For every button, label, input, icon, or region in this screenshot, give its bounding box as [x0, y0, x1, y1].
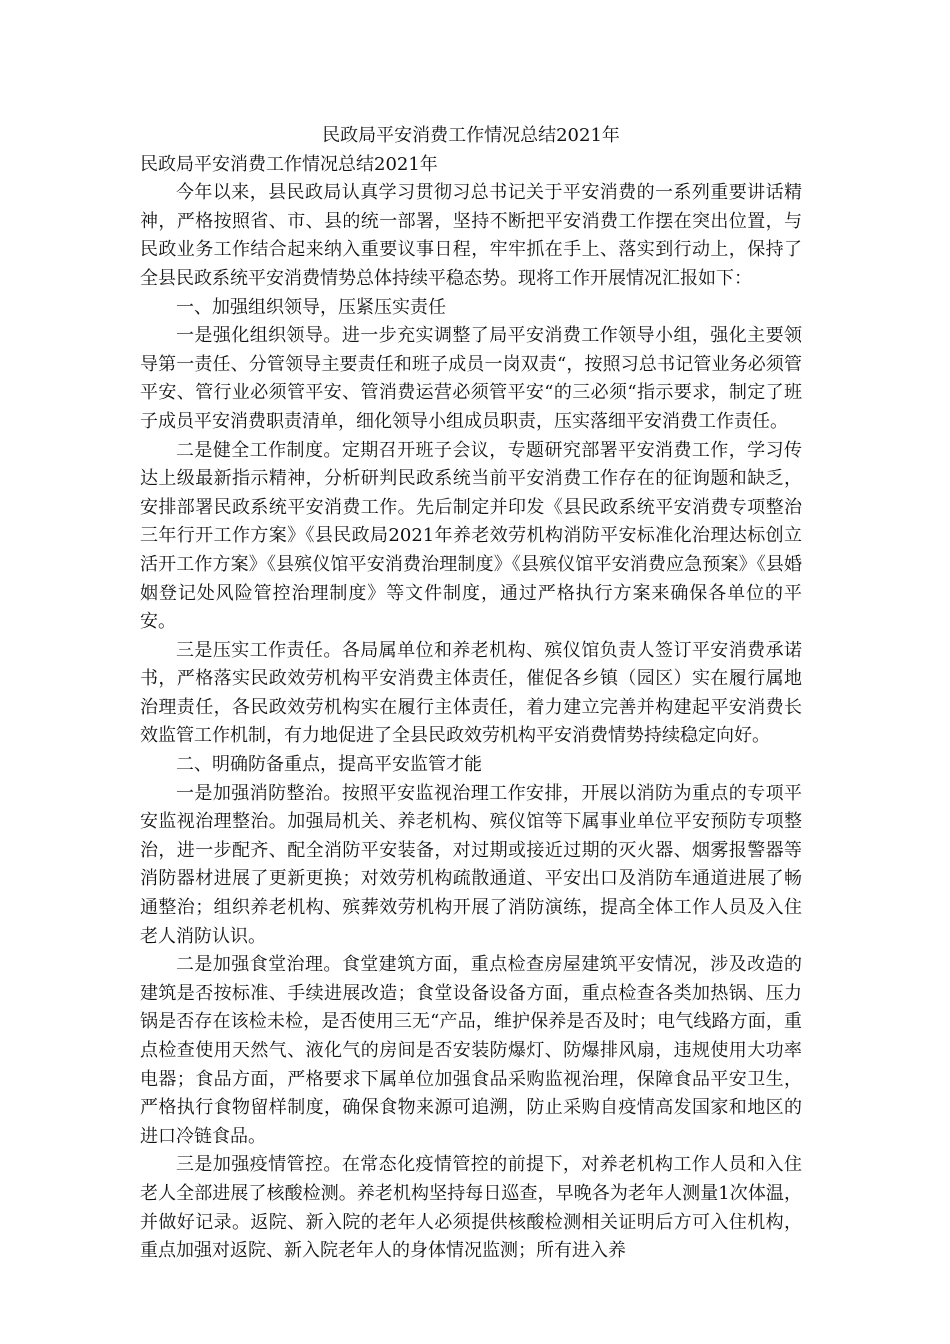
paragraph-intro: 今年以来，县民政局认真学习贯彻习总书记关于平安消费的一系列重要讲话精神，严格按照省、市、县的统一部署，坚持不断把平安消费工作摆在突出位置，与民政业务工作结合起来纳入重要议事日程，牢牢抓在手上、落实到行动上，保持了全县民政系统平安消费情势总体持续平稳态势。现将工作开展情况汇报如下：	[140, 182, 802, 289]
paragraph-fire-safety: 一是加强消防整治。按照平安监视治理工作安排，开展以消防为重点的专项平安监视治理整治。加强局机关、养老机构、殡仪馆等下属事业单位平安预防专项整治，进一步配齐、配全消防平安装备，对过期或接近过期的灭火器、烟雾报警器等消防器材进展了更新更换；对效劳机构疏散通道、平安出口及消防车通道进展了畅通整治；组织养老机构、殡葬效劳机构开展了消防演练，提高全体工作人员及入住老人消防认识。	[140, 782, 802, 947]
section-heading-1: 一、加强组织领导，压紧压实责任	[176, 296, 446, 318]
paragraph-system: 二是健全工作制度。定期召开班子会议，专题研究部署平安消费工作，学习传达上级最新指示精神，分析研判民政系统当前平安消费工作存在的征询题和缺乏，安排部署民政系统平安消费工作。先后制定并印发《县民政系统平安消费专项整治三年行开工作方案》《县民政局2021年养老效劳机构消防平安标准化治理达标创立活开工作方案》《县殡仪馆平安消费治理制度》《县殡仪馆平安消费应急预案》《县婚姻登记处风险管控治理制度》等文件制度，通过严格执行方案来确保各单位的平安。	[140, 439, 802, 633]
paragraph-responsibility: 三是压实工作责任。各局属单位和养老机构、殡仪馆负责人签订平安消费承诺书，严格落实民政效劳机构平安消费主体责任，催促各乡镇（园区）实在履行属地治理责任，各民政效劳机构实在履行主体责任，着力建立完善并构建起平安消费长效监管工作机制，有力地促进了全县民政效劳机构平安消费情势持续稳定向好。	[140, 639, 802, 747]
document-title: 民政局平安消费工作情况总结2021年	[322, 125, 620, 146]
section-heading-2: 二、明确防备重点，提高平安监管才能	[176, 754, 482, 776]
document-subtitle: 民政局平安消费工作情况总结2021年	[140, 153, 438, 175]
document-body	[140, 122, 802, 1266]
paragraph-epidemic: 三是加强疫情管控。在常态化疫情管控的前提下，对养老机构工作人员和入住老人全部进展了核酸检测。养老机构坚持每日巡查，早晚各为老年人测量1次体温，并做好记录。返院、新入院的老年人必须提供核酸检测相关证明后方可入住机构，重点加强对返院、新入院老年人的身体情况监测；所有进入养	[140, 1154, 802, 1262]
paragraph-canteen: 二是加强食堂治理。食堂建筑方面，重点检查房屋建筑平安情况，涉及改造的建筑是否按标准、手续进展改造；食堂设备设备方面，重点检查各类加热锅、压力锅是否存在该检未检，是否使用三无“产品，维护保养是否及时；电气线路方面，重点检查使用天然气、液化气的房间是否安装防爆灯、防爆排风扇，违规使用大功率电器；食品方面，严格要求下属单位加强食品采购监视治理，保障食品平安卫生，严格执行食物留样制度，确保食物来源可追溯，防止采购自疫情高发国家和地区的进口冷链食品。	[140, 954, 802, 1147]
paragraph-organization: 一是强化组织领导。进一步充实调整了局平安消费工作领导小组，强化主要领导第一责任、分管领导主要责任和班子成员一岗双责“，按照习总书记管业务必须管平安、管行业必须管平安、管消费运营必须管平安“的三必须“指示要求，制定了班子成员平安消费职责清单，细化领导小组成员职责，压实落细平安消费工作责任。	[140, 325, 802, 432]
